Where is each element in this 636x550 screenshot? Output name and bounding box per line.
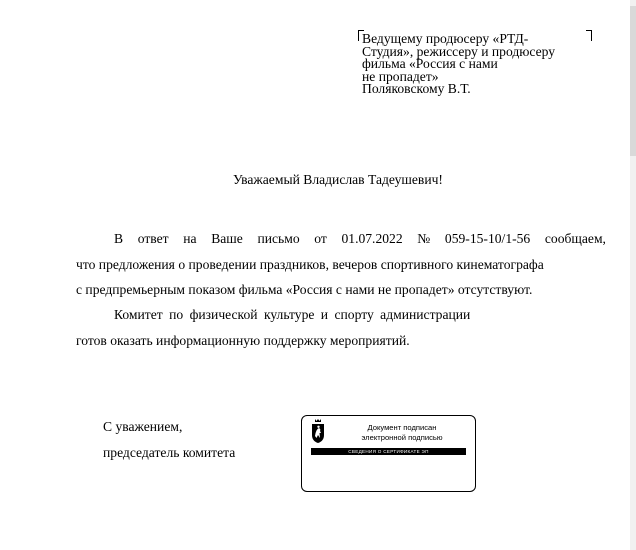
body-word: письмо	[257, 231, 300, 246]
body-word: ответ	[137, 231, 169, 246]
addressee-line: Поляковскому В.Т.	[362, 81, 471, 96]
body-word: №	[417, 231, 431, 246]
body-word: В	[114, 231, 124, 246]
closing-regards: С уважением,	[103, 419, 183, 434]
addressee-line: не пропадет»	[362, 68, 439, 84]
body-word: 01.07.2022	[341, 231, 403, 246]
signatory-title: председатель комитета	[103, 445, 236, 460]
addressee-line: Ведущему продюсеру «РТД-	[362, 31, 529, 46]
body-word: от	[314, 231, 327, 246]
vertical-scrollbar[interactable]	[630, 0, 636, 550]
stamp-subtitle: электронной подписью	[361, 433, 443, 442]
body-word: сообщаем,	[544, 231, 606, 246]
body-paragraph-1-line-3: с предпремьерным показом фильма «Россия с нами не пропадет» отсутствуют.	[76, 282, 533, 297]
body-paragraph-2-line-1: Комитет по физической культуре и спорту администрации	[114, 307, 471, 322]
addressee-block	[362, 33, 588, 96]
body-word: Ваше	[211, 231, 243, 246]
addressee-line: фильма «Россия с нами	[362, 56, 498, 71]
body-word: 059-15-10/1-56	[444, 231, 531, 246]
stamp-title: Документ подписан	[367, 423, 437, 432]
certificate-info-bar: СВЕДЕНИЯ О СЕРТИФИКАТЕ ЭП	[311, 448, 466, 455]
body-paragraph-1-line-2: что предложения о проведении праздников, вечеров спортивного кинематографа	[76, 257, 544, 272]
greeting: Уважаемый Владислав Тадеушевич!	[233, 172, 443, 187]
body-word: на	[183, 231, 197, 246]
addressee-line: Студия», режиссеру и продюсеру	[362, 43, 556, 59]
body-paragraph-1-line-1	[114, 231, 606, 247]
e-signature-stamp	[301, 415, 476, 492]
scrollbar-thumb[interactable]	[630, 6, 636, 156]
coat-of-arms-icon	[311, 418, 325, 444]
body-paragraph-2-line-2: готов оказать информационную поддержку мероприятий.	[76, 333, 410, 348]
